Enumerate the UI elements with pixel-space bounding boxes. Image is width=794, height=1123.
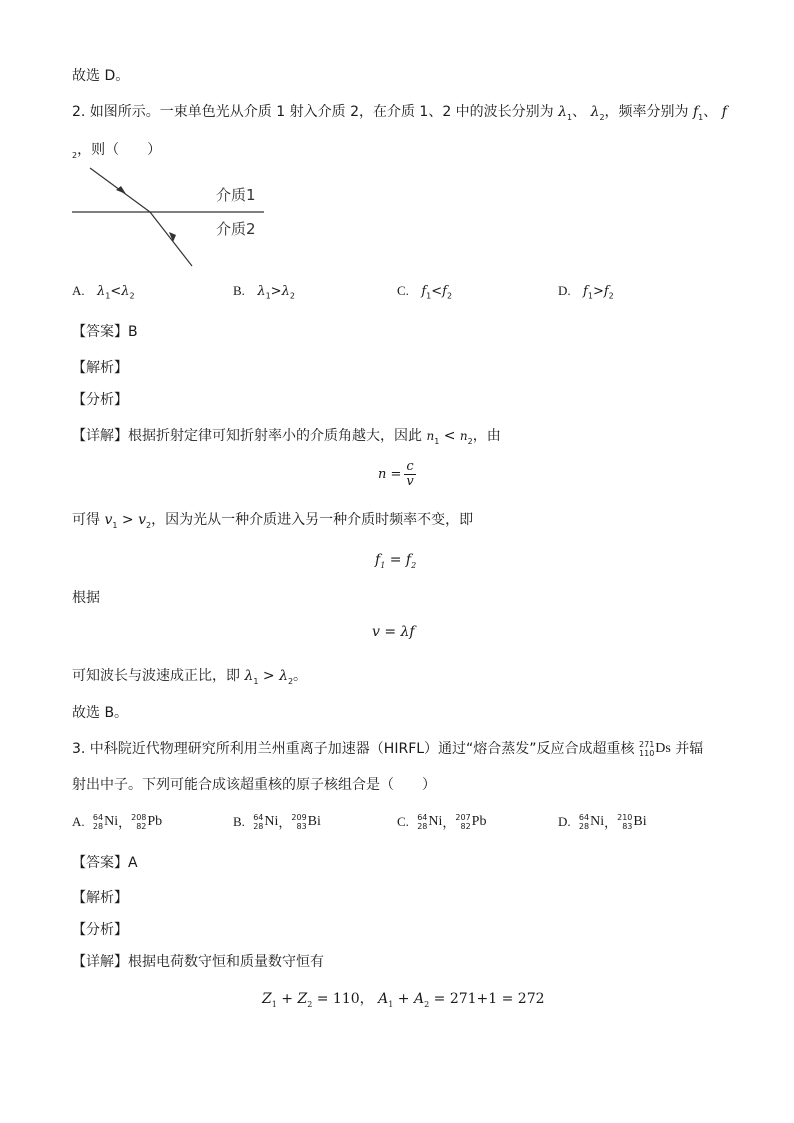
- fraction-denominator: v: [406, 474, 414, 489]
- option-label: D.: [558, 813, 571, 829]
- question-2-stem: [72, 103, 727, 127]
- q2-option-c[interactable]: [397, 283, 452, 301]
- option-var: f: [583, 284, 588, 299]
- atomic-number: 28: [417, 821, 428, 831]
- op-plus: +: [397, 991, 410, 1007]
- option-label: B.: [233, 283, 245, 298]
- var-lambda1: λ: [244, 668, 254, 684]
- var-lambda2-sub: 2: [287, 676, 294, 686]
- var-a1: A: [378, 991, 389, 1007]
- op-lt: <: [443, 428, 456, 444]
- option-var: λ: [121, 284, 130, 299]
- var-a2: A: [413, 991, 425, 1007]
- equation-v-lambda-f: v = λf: [372, 624, 415, 640]
- mass-number: 209: [291, 812, 307, 822]
- nucleus: [131, 813, 162, 831]
- var-f2-sub: 2: [411, 560, 417, 570]
- var-z1-sub: 1: [271, 999, 277, 1009]
- answer-value: A: [128, 855, 138, 871]
- option-var: f: [421, 284, 427, 299]
- atomic-number: 83: [622, 821, 633, 831]
- var-a1-sub: 1: [388, 999, 394, 1009]
- q2-lambda2-sub: 2: [599, 112, 605, 122]
- atomic-number: 83: [296, 821, 307, 831]
- option-label: C.: [397, 283, 409, 298]
- q2-text-end: ，则（ ）: [77, 142, 162, 158]
- option-op: >: [270, 284, 282, 299]
- option-var: f: [442, 284, 447, 299]
- q2-f2: f: [721, 104, 727, 120]
- text-2: ，因为光从一种介质进入另一种介质时频率不变，即: [151, 512, 474, 528]
- q2-option-a[interactable]: [72, 283, 135, 301]
- line-lambda-compare: [72, 667, 307, 691]
- var-lambda2: λ: [279, 668, 288, 684]
- mass-number: 210: [617, 812, 633, 822]
- q3-answer: [72, 854, 138, 872]
- option-sub: 1: [105, 291, 111, 301]
- option-op: <: [110, 284, 122, 299]
- q2-option-b[interactable]: [233, 283, 295, 301]
- sep: ，: [278, 816, 292, 831]
- detail-text: 根据电荷数守恒和质量数守恒有: [128, 954, 324, 970]
- refracted-ray: [150, 212, 192, 266]
- q2-sep2: 、: [703, 104, 718, 120]
- var-z1: Z: [262, 991, 272, 1007]
- atomic-number: 28: [92, 821, 104, 831]
- genju-text: 根据: [72, 590, 100, 606]
- sep: ，: [442, 816, 456, 831]
- q3-option-d[interactable]: [558, 812, 647, 831]
- q2-jiexi: 【解析】: [72, 360, 128, 376]
- equation-n-c-v: [378, 460, 416, 489]
- nucleus: [93, 813, 118, 831]
- conclusion-prev: 故选 D。: [72, 68, 130, 84]
- nucleus-ds: [639, 740, 671, 758]
- nucleus: [291, 813, 321, 831]
- var-n1-sub: 1: [434, 436, 440, 446]
- detail-text: 根据折射定律可知折射率小的介质角越大，因此: [128, 428, 422, 444]
- q2-text-b: ，频率分别为: [604, 104, 689, 120]
- sep: ，: [604, 816, 618, 831]
- detail-tag: 【详解】: [72, 954, 128, 970]
- mass-number: 207: [455, 812, 471, 822]
- var-z2-sub: 2: [307, 999, 313, 1009]
- detail-text-2: ，由: [472, 428, 501, 444]
- q2-fenxi: 【分析】: [72, 392, 128, 408]
- text-2: 。: [293, 668, 308, 684]
- q2-lambda2: λ: [590, 104, 600, 120]
- mass-number: 64: [253, 812, 264, 822]
- var-v2: v: [138, 512, 147, 528]
- option-label: B.: [233, 813, 245, 829]
- var-v1: v: [104, 512, 113, 528]
- eq-lhs: n =: [378, 467, 402, 482]
- fraction-numerator: c: [406, 459, 414, 474]
- equation-conservation: [262, 988, 545, 1009]
- q3-option-a[interactable]: [72, 812, 162, 831]
- var-n2-sub: 2: [467, 436, 473, 446]
- q3-text-1b: 并辐: [675, 741, 704, 757]
- option-sub: 1: [426, 291, 432, 301]
- nucleus: [617, 813, 647, 831]
- q2-detail: [72, 427, 501, 451]
- q2-sep1: 、: [572, 104, 587, 120]
- op-eq: =: [389, 552, 402, 568]
- q2-option-d[interactable]: [558, 283, 614, 301]
- eq-rhs-1: = 110，: [316, 991, 374, 1007]
- nucleus: [253, 813, 278, 831]
- incident-arrow-icon: [116, 186, 126, 194]
- option-var: f: [603, 284, 609, 299]
- atomic-number: 82: [460, 821, 471, 831]
- atomic-number: 82: [136, 821, 147, 831]
- atomic-number: 28: [253, 821, 264, 831]
- equation-f1-f2: [375, 552, 416, 570]
- var-n1: n: [426, 429, 435, 443]
- q3-option-c[interactable]: [397, 812, 486, 831]
- option-sub: 1: [265, 291, 271, 301]
- element-symbol: Ni: [590, 813, 605, 829]
- var-lambda1-sub: 1: [253, 676, 259, 686]
- q3-text-1: 3. 中科院近代物理研究所利用兰州重离子加速器（HIRFL）通过“熔合蒸发”反应合成超重核: [72, 741, 635, 757]
- option-var: λ: [257, 284, 266, 299]
- answer-value: B: [128, 324, 138, 340]
- q2-conclusion: 故选 B。: [72, 705, 129, 721]
- nucleus: [579, 813, 604, 831]
- element-symbol: Ni: [428, 813, 443, 829]
- var-f2: f: [405, 552, 412, 568]
- element-symbol: Ni: [104, 813, 119, 829]
- q2-f1-sub: 1: [698, 112, 704, 122]
- q2-lambda1-sub: 1: [567, 112, 573, 122]
- element-symbol: Pb: [471, 813, 487, 829]
- option-label: C.: [397, 813, 409, 829]
- label-medium1: 介质1: [216, 186, 256, 204]
- q2-f2-sub: 2: [72, 150, 78, 160]
- option-var: λ: [281, 284, 290, 299]
- mass-number: 64: [578, 812, 590, 822]
- mass-number: 64: [417, 812, 428, 822]
- option-sub: 2: [129, 291, 135, 301]
- text: 可得: [72, 512, 100, 528]
- element-symbol: Bi: [307, 813, 321, 829]
- q3-detail: [72, 953, 324, 971]
- option-label: D.: [558, 283, 571, 298]
- element-symbol: Pb: [147, 813, 163, 829]
- var-n2: n: [459, 429, 468, 443]
- mass-number: 64: [92, 812, 104, 822]
- answer-tag: 【答案】: [72, 855, 128, 871]
- question-3-stem: [72, 740, 703, 758]
- q2-answer: [72, 323, 138, 341]
- q3-fenxi: 【分析】: [72, 922, 128, 938]
- q3-jiexi: 【解析】: [72, 890, 128, 906]
- option-var: λ: [97, 284, 106, 299]
- nucleus: [455, 813, 486, 831]
- q2-lambda1: λ: [558, 104, 568, 120]
- element-symbol: Ds: [655, 741, 671, 756]
- eq-rhs-2: = 271+1 = 272: [433, 991, 545, 1007]
- text: 可知波长与波速成正比，即: [72, 668, 240, 684]
- var-f1-sub: 1: [380, 560, 386, 570]
- label-medium2: 介质2: [216, 220, 256, 238]
- option-sub: 2: [289, 291, 295, 301]
- atomic-number: 110: [639, 749, 655, 758]
- mass-number: 208: [131, 812, 147, 822]
- sep: ，: [118, 816, 132, 831]
- element-symbol: Ni: [264, 813, 279, 829]
- op-gt: >: [121, 512, 134, 528]
- detail-tag: 【详解】: [72, 428, 128, 444]
- q2-f1: f: [692, 104, 699, 120]
- q3-option-b[interactable]: [233, 812, 321, 831]
- op-plus: +: [281, 991, 294, 1007]
- refraction-diagram: [68, 162, 278, 272]
- option-label: A.: [72, 813, 85, 829]
- option-op: <: [431, 284, 443, 299]
- element-symbol: Bi: [633, 813, 647, 829]
- option-op: >: [592, 284, 604, 299]
- atomic-number: 28: [578, 821, 590, 831]
- option-sub: 2: [446, 291, 453, 301]
- line-v-compare: [72, 511, 473, 535]
- mass-number: 271: [639, 740, 655, 749]
- q2-text-a: 2. 如图所示。一束单色光从介质 1 射入介质 2，在介质 1、2 中的波长分别为: [72, 104, 554, 120]
- var-v1-sub: 1: [112, 520, 118, 530]
- nucleus: [417, 813, 442, 831]
- var-z2: Z: [297, 991, 308, 1007]
- op-gt: >: [262, 668, 275, 684]
- fraction: [404, 460, 415, 489]
- option-label: A.: [72, 283, 85, 298]
- var-v2-sub: 2: [146, 520, 152, 530]
- answer-tag: 【答案】: [72, 324, 128, 340]
- var-f1: f: [375, 552, 381, 568]
- var-a2-sub: 2: [424, 999, 430, 1009]
- option-sub: 1: [587, 291, 593, 301]
- option-sub: 2: [608, 291, 614, 301]
- question-3-stem-2: 射出中子。下列可能合成该超重核的原子核组合是（ ）: [72, 777, 436, 793]
